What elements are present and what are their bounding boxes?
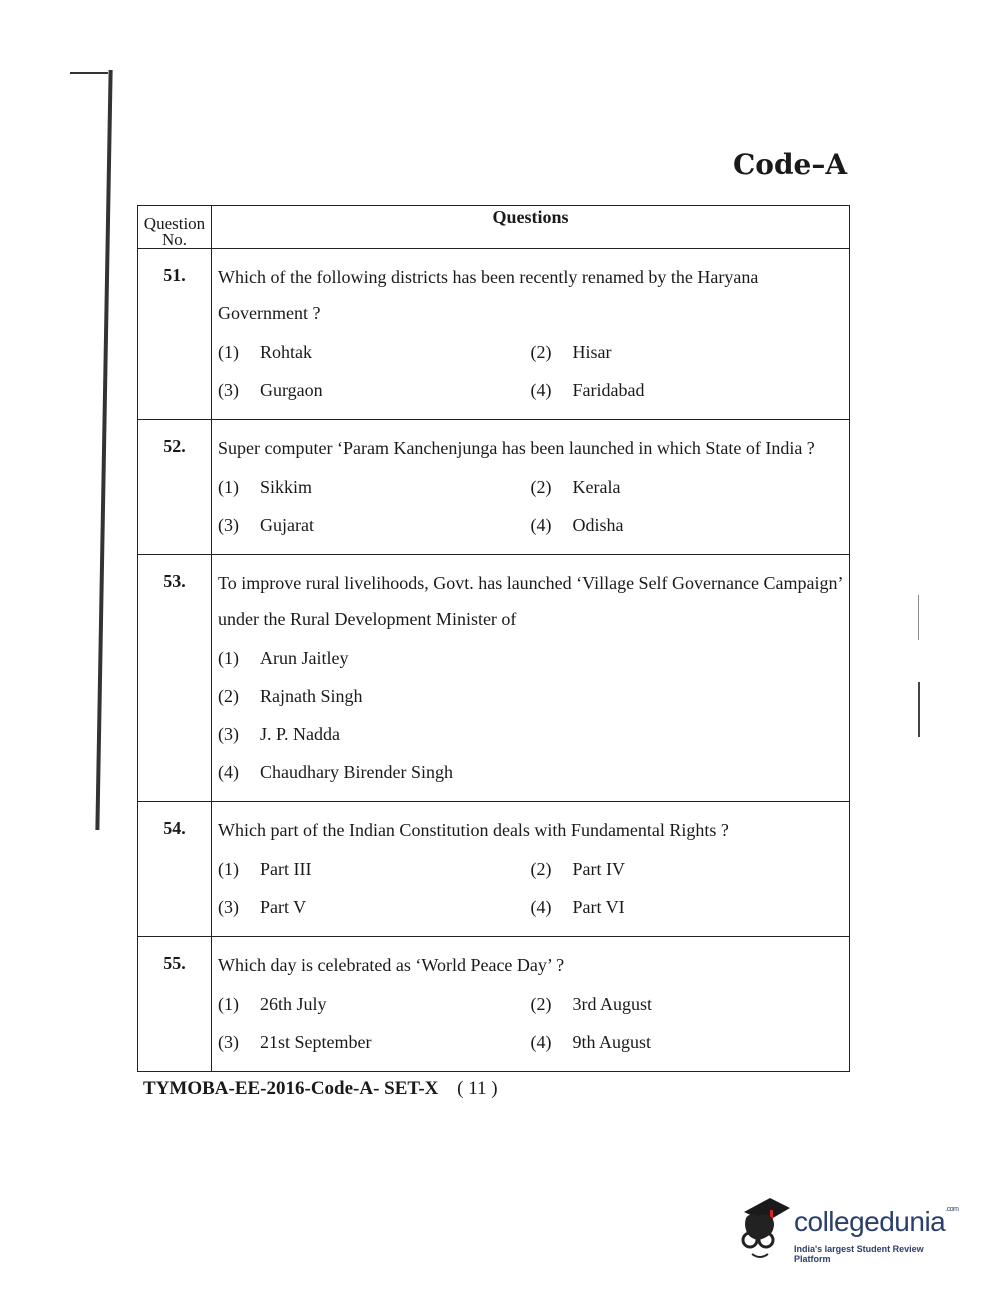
option-label: Kerala [572, 477, 621, 497]
question-text: Which part of the Indian Constitution deals with Fundamental Rights ? [218, 820, 729, 840]
options-list [218, 987, 843, 1063]
question-row [138, 555, 850, 802]
answer-option [218, 755, 843, 793]
question-number: 53. [138, 555, 212, 802]
option-label: Part IV [572, 859, 625, 879]
options-list [218, 335, 843, 411]
option-number: (1) [218, 648, 239, 668]
option-number: (2) [530, 859, 552, 879]
question-number: 51. [138, 249, 212, 420]
option-label: 21st September [260, 1032, 372, 1052]
question-text: Which day is celebrated as ‘World Peace Day’ ? [218, 955, 565, 975]
answer-option [218, 717, 843, 755]
option-label: Odisha [572, 515, 624, 535]
binding-line [95, 70, 112, 830]
question-body [212, 555, 850, 802]
question-no-header-line2: No. [161, 230, 188, 249]
question-row [138, 937, 850, 1072]
binding-tick [70, 72, 108, 74]
option-label: Part VI [572, 897, 625, 917]
brand-suffix: .com [945, 1206, 959, 1213]
question-text: Which of the following districts has been recently renamed by the Haryana Government ? [218, 267, 759, 323]
option-label: Gujarat [260, 515, 314, 535]
answer-option [218, 987, 531, 1025]
answer-option [218, 852, 531, 890]
option-label: Part V [260, 897, 307, 917]
question-body [212, 802, 850, 937]
mascot-icon [736, 1196, 792, 1266]
answer-option [531, 1025, 844, 1063]
option-number: (1) [218, 859, 239, 879]
option-number: (2) [530, 477, 552, 497]
option-number: (3) [218, 724, 239, 744]
option-number: (3) [218, 1032, 239, 1052]
answer-option [218, 1025, 531, 1063]
option-label: Rajnath Singh [260, 686, 363, 706]
question-no-header [138, 206, 212, 249]
question-row [138, 802, 850, 937]
questions-body [138, 249, 850, 1072]
option-label: Rohtak [260, 342, 312, 362]
question-number: 55. [138, 937, 212, 1072]
option-label: Chaudhary Birender Singh [260, 762, 453, 782]
footer [143, 1078, 498, 1100]
answer-option [531, 373, 844, 411]
question-row [138, 420, 850, 555]
option-label: 26th July [260, 994, 327, 1014]
option-number: (3) [218, 897, 239, 917]
option-number: (1) [218, 477, 239, 497]
footer-code: TYMOBA-EE-2016-Code-A- SET-X [143, 1078, 439, 1099]
option-number: (4) [218, 762, 239, 782]
options-list [218, 852, 843, 928]
question-no-header-line1: Question [143, 214, 206, 233]
option-number: (2) [218, 686, 239, 706]
answer-option [218, 890, 531, 928]
scan-mark [918, 595, 919, 640]
options-list [218, 641, 843, 793]
question-body [212, 937, 850, 1072]
option-number: (4) [530, 1032, 552, 1052]
answer-option [218, 508, 531, 546]
option-number: (4) [530, 515, 552, 535]
answer-option [531, 890, 844, 928]
code-header: Code–A [733, 148, 848, 181]
answer-option [218, 335, 531, 373]
option-number: (1) [218, 342, 239, 362]
question-text: Super computer ‘Param Kanchenjunga has been launched in which State of India ? [218, 438, 815, 458]
option-number: (4) [530, 380, 552, 400]
option-number: (2) [530, 342, 552, 362]
option-number: (3) [218, 515, 239, 535]
answer-option [218, 373, 531, 411]
option-label: Gurgaon [260, 380, 323, 400]
answer-option [531, 470, 844, 508]
option-label: 3rd August [572, 994, 653, 1014]
answer-option [218, 641, 843, 679]
question-number: 52. [138, 420, 212, 555]
answer-option [531, 335, 844, 373]
question-body [212, 249, 850, 420]
question-body [212, 420, 850, 555]
questions-table [137, 205, 850, 1072]
scan-mark [918, 682, 920, 737]
option-number: (2) [530, 994, 552, 1014]
answer-option [531, 852, 844, 890]
option-number: (3) [218, 380, 239, 400]
brand-name: collegedunia$^{.com}$ [794, 1206, 959, 1237]
option-label: Part III [260, 859, 312, 879]
question-number: 54. [138, 802, 212, 937]
answer-option [531, 508, 844, 546]
option-label: 9th August [572, 1032, 652, 1052]
question-text: To improve rural livelihoods, Govt. has launched ‘Village Self Governance Campaign’ under the Rural Development Minister of [218, 573, 843, 629]
answer-option [218, 470, 531, 508]
option-label: Arun Jaitley [260, 648, 349, 668]
answer-option [218, 679, 843, 717]
brand-tagline: India's largest Student Review Platform [794, 1244, 924, 1264]
option-label: Sikkim [260, 477, 313, 497]
questions-header: Questions [212, 206, 850, 249]
collegedunia-logo [736, 1196, 961, 1268]
option-label: Faridabad [572, 380, 645, 400]
table-header-row [138, 206, 850, 249]
option-number: (4) [530, 897, 552, 917]
page-number: ( 11 ) [457, 1078, 498, 1099]
option-label: J. P. Nadda [260, 724, 340, 744]
options-list [218, 470, 843, 546]
question-row [138, 249, 850, 420]
option-number: (1) [218, 994, 239, 1014]
answer-option [531, 987, 844, 1025]
option-label: Hisar [572, 342, 612, 362]
